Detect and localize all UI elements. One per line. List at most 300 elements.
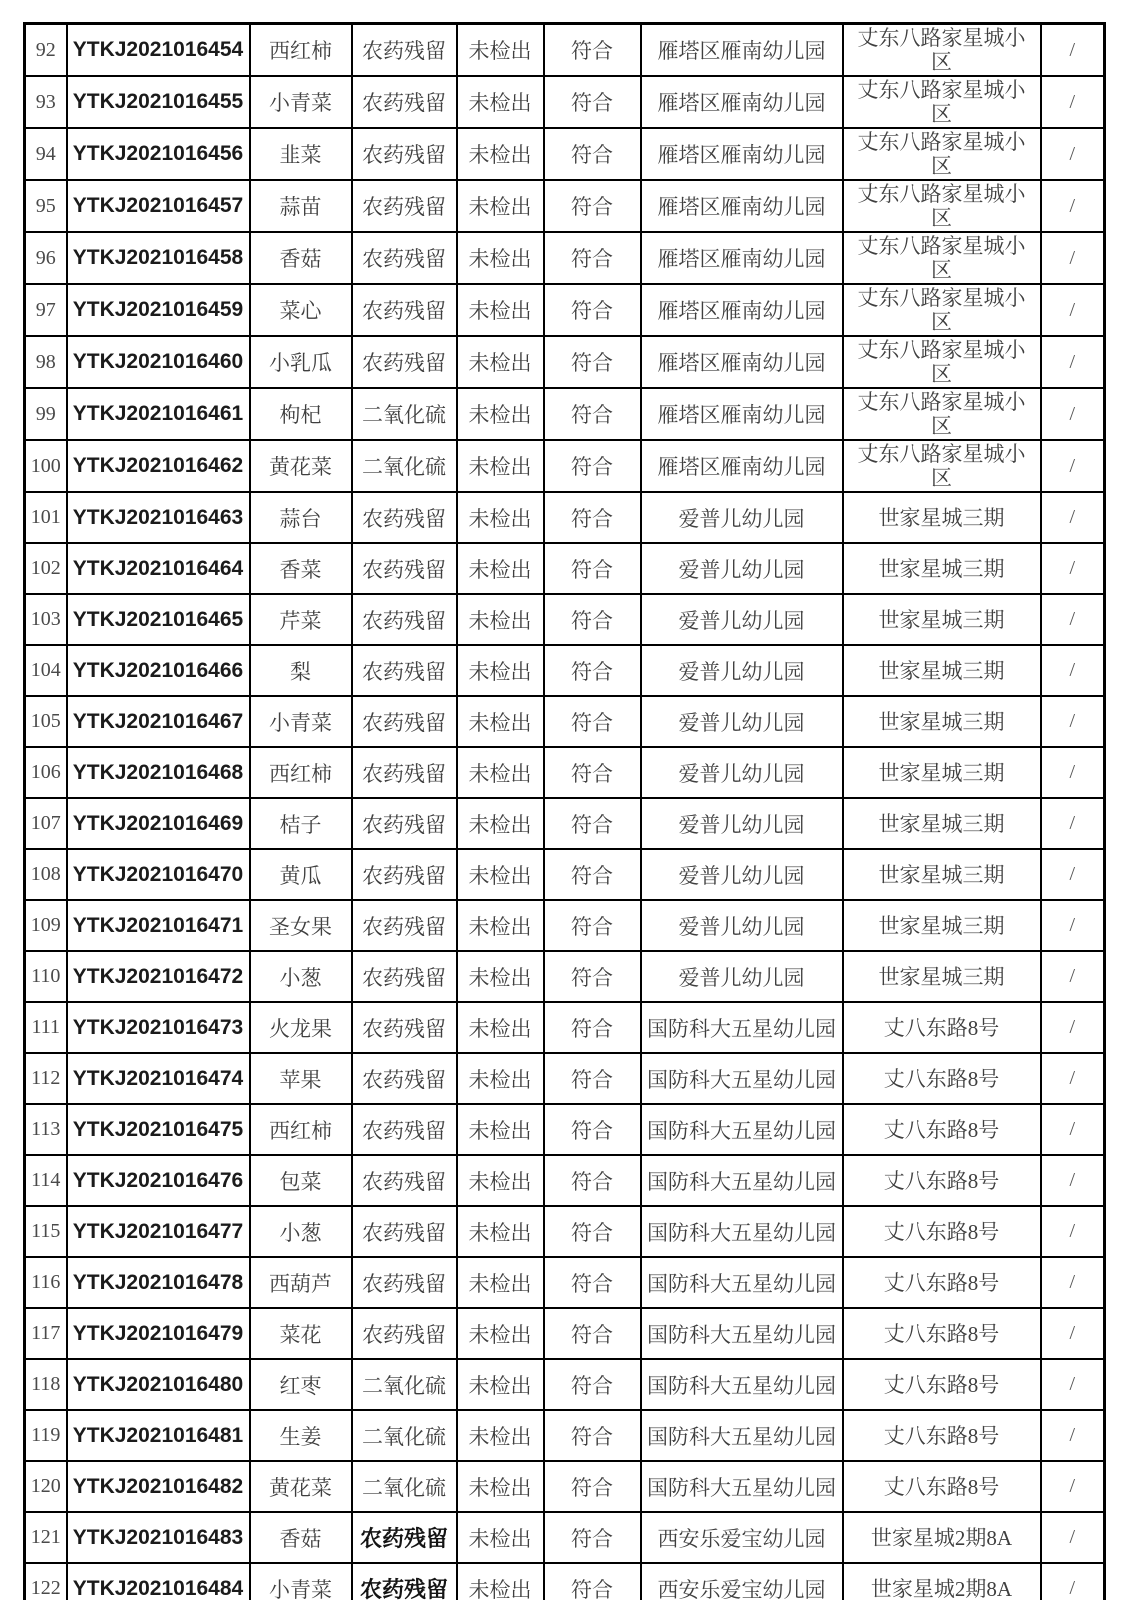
row-number: 122 [25, 1563, 67, 1600]
remark: / [1041, 128, 1105, 180]
remark: / [1041, 180, 1105, 232]
remark: / [1041, 1512, 1105, 1563]
facility-address: 世家星城三期 [843, 798, 1041, 849]
table-row [25, 1206, 1105, 1257]
facility-name: 雁塔区雁南幼儿园 [641, 284, 843, 336]
row-number: 120 [25, 1461, 67, 1512]
sample-id: YTKJ2021016456 [67, 128, 250, 180]
test-item: 农药残留 [352, 696, 457, 747]
test-item: 二氧化硫 [352, 440, 457, 492]
sample-item: 西红柿 [250, 747, 352, 798]
conclusion: 符合 [544, 128, 641, 180]
sample-id: YTKJ2021016471 [67, 900, 250, 951]
sample-id: YTKJ2021016468 [67, 747, 250, 798]
facility-address: 丈东八路家星城小区 [843, 24, 1041, 77]
facility-address: 世家星城三期 [843, 645, 1041, 696]
conclusion: 符合 [544, 1461, 641, 1512]
facility-address: 丈东八路家星城小区 [843, 76, 1041, 128]
sample-item: 香菜 [250, 543, 352, 594]
sample-item: 芹菜 [250, 594, 352, 645]
facility-name: 雁塔区雁南幼儿园 [641, 388, 843, 440]
sample-id: YTKJ2021016470 [67, 849, 250, 900]
facility-name: 国防科大五星幼儿园 [641, 1206, 843, 1257]
facility-address: 丈八东路8号 [843, 1053, 1041, 1104]
inspection-results-table [23, 22, 1106, 1600]
facility-name: 国防科大五星幼儿园 [641, 1308, 843, 1359]
test-result: 未检出 [457, 1308, 544, 1359]
test-item: 农药残留 [352, 594, 457, 645]
remark: / [1041, 232, 1105, 284]
test-result: 未检出 [457, 1512, 544, 1563]
conclusion: 符合 [544, 232, 641, 284]
conclusion: 符合 [544, 180, 641, 232]
conclusion: 符合 [544, 24, 641, 77]
facility-name: 国防科大五星幼儿园 [641, 1104, 843, 1155]
facility-name: 爱普儿幼儿园 [641, 645, 843, 696]
facility-name: 爱普儿幼儿园 [641, 849, 843, 900]
row-number: 113 [25, 1104, 67, 1155]
test-result: 未检出 [457, 849, 544, 900]
row-number: 118 [25, 1359, 67, 1410]
row-number: 106 [25, 747, 67, 798]
row-number: 103 [25, 594, 67, 645]
remark: / [1041, 388, 1105, 440]
test-result: 未检出 [457, 1257, 544, 1308]
facility-address: 丈八东路8号 [843, 1002, 1041, 1053]
table-row [25, 1410, 1105, 1461]
test-item: 二氧化硫 [352, 388, 457, 440]
facility-address: 丈东八路家星城小区 [843, 128, 1041, 180]
conclusion: 符合 [544, 747, 641, 798]
remark: / [1041, 440, 1105, 492]
test-result: 未检出 [457, 24, 544, 77]
test-item: 农药残留 [352, 232, 457, 284]
sample-id: YTKJ2021016466 [67, 645, 250, 696]
conclusion: 符合 [544, 798, 641, 849]
row-number: 111 [25, 1002, 67, 1053]
remark: / [1041, 1308, 1105, 1359]
test-result: 未检出 [457, 128, 544, 180]
sample-item: 西红柿 [250, 1104, 352, 1155]
test-item: 二氧化硫 [352, 1461, 457, 1512]
facility-address: 丈八东路8号 [843, 1206, 1041, 1257]
test-result: 未检出 [457, 336, 544, 388]
row-number: 112 [25, 1053, 67, 1104]
facility-name: 雁塔区雁南幼儿园 [641, 336, 843, 388]
facility-name: 爱普儿幼儿园 [641, 798, 843, 849]
remark: / [1041, 747, 1105, 798]
facility-name: 爱普儿幼儿园 [641, 543, 843, 594]
table-row [25, 747, 1105, 798]
sample-item: 蒜苗 [250, 180, 352, 232]
sample-item: 生姜 [250, 1410, 352, 1461]
table-row [25, 696, 1105, 747]
test-item: 农药残留 [352, 645, 457, 696]
test-item: 农药残留 [352, 1206, 457, 1257]
sample-id: YTKJ2021016457 [67, 180, 250, 232]
remark: / [1041, 284, 1105, 336]
table-row [25, 1104, 1105, 1155]
test-result: 未检出 [457, 284, 544, 336]
sample-id: YTKJ2021016462 [67, 440, 250, 492]
test-item: 农药残留 [352, 951, 457, 1002]
sample-id: YTKJ2021016461 [67, 388, 250, 440]
table-row [25, 798, 1105, 849]
sample-item: 黄花菜 [250, 440, 352, 492]
test-result: 未检出 [457, 1155, 544, 1206]
sample-item: 菜心 [250, 284, 352, 336]
remark: / [1041, 1410, 1105, 1461]
sample-item: 菜花 [250, 1308, 352, 1359]
sample-id: YTKJ2021016459 [67, 284, 250, 336]
facility-name: 爱普儿幼儿园 [641, 594, 843, 645]
sample-id: YTKJ2021016458 [67, 232, 250, 284]
conclusion: 符合 [544, 1563, 641, 1600]
test-result: 未检出 [457, 1053, 544, 1104]
row-number: 96 [25, 232, 67, 284]
row-number: 121 [25, 1512, 67, 1563]
table-row [25, 388, 1105, 440]
test-item: 农药残留 [352, 1155, 457, 1206]
facility-address: 丈八东路8号 [843, 1461, 1041, 1512]
facility-address: 世家星城三期 [843, 747, 1041, 798]
sample-id: YTKJ2021016464 [67, 543, 250, 594]
facility-address: 丈东八路家星城小区 [843, 336, 1041, 388]
conclusion: 符合 [544, 1359, 641, 1410]
facility-address: 丈八东路8号 [843, 1410, 1041, 1461]
facility-address: 世家星城2期8A [843, 1563, 1041, 1600]
test-item: 农药残留 [352, 1257, 457, 1308]
table-row [25, 849, 1105, 900]
sample-id: YTKJ2021016463 [67, 492, 250, 543]
test-result: 未检出 [457, 440, 544, 492]
sample-id: YTKJ2021016460 [67, 336, 250, 388]
facility-name: 国防科大五星幼儿园 [641, 1359, 843, 1410]
row-number: 101 [25, 492, 67, 543]
row-number: 104 [25, 645, 67, 696]
facility-name: 雁塔区雁南幼儿园 [641, 128, 843, 180]
test-item: 农药残留 [352, 1053, 457, 1104]
table-row [25, 1002, 1105, 1053]
test-result: 未检出 [457, 388, 544, 440]
remark: / [1041, 594, 1105, 645]
table-row [25, 440, 1105, 492]
sample-item: 小青菜 [250, 1563, 352, 1600]
conclusion: 符合 [544, 951, 641, 1002]
conclusion: 符合 [544, 696, 641, 747]
sample-item: 西葫芦 [250, 1257, 352, 1308]
sample-item: 小青菜 [250, 696, 352, 747]
facility-name: 爱普儿幼儿园 [641, 747, 843, 798]
table-row [25, 1155, 1105, 1206]
row-number: 92 [25, 24, 67, 77]
row-number: 97 [25, 284, 67, 336]
facility-name: 爱普儿幼儿园 [641, 492, 843, 543]
facility-address: 世家星城三期 [843, 543, 1041, 594]
facility-name: 西安乐爱宝幼儿园 [641, 1563, 843, 1600]
facility-name: 雁塔区雁南幼儿园 [641, 232, 843, 284]
conclusion: 符合 [544, 645, 641, 696]
test-item: 农药残留 [352, 76, 457, 128]
remark: / [1041, 1257, 1105, 1308]
facility-name: 雁塔区雁南幼儿园 [641, 440, 843, 492]
sample-id: YTKJ2021016475 [67, 1104, 250, 1155]
test-item: 农药残留 [352, 543, 457, 594]
sample-item: 火龙果 [250, 1002, 352, 1053]
conclusion: 符合 [544, 1053, 641, 1104]
test-item: 农药残留 [352, 1563, 457, 1600]
table-row [25, 543, 1105, 594]
test-item: 农药残留 [352, 747, 457, 798]
table-row [25, 1563, 1105, 1600]
remark: / [1041, 1359, 1105, 1410]
sample-item: 圣女果 [250, 900, 352, 951]
sample-item: 黄花菜 [250, 1461, 352, 1512]
conclusion: 符合 [544, 440, 641, 492]
facility-name: 雁塔区雁南幼儿园 [641, 76, 843, 128]
sample-id: YTKJ2021016465 [67, 594, 250, 645]
test-result: 未检出 [457, 645, 544, 696]
conclusion: 符合 [544, 594, 641, 645]
remark: / [1041, 1104, 1105, 1155]
facility-address: 世家星城三期 [843, 900, 1041, 951]
sample-id: YTKJ2021016481 [67, 1410, 250, 1461]
remark: / [1041, 492, 1105, 543]
table-row [25, 128, 1105, 180]
test-item: 农药残留 [352, 849, 457, 900]
sample-id: YTKJ2021016484 [67, 1563, 250, 1600]
conclusion: 符合 [544, 1002, 641, 1053]
facility-address: 丈东八路家星城小区 [843, 232, 1041, 284]
conclusion: 符合 [544, 284, 641, 336]
sample-item: 红枣 [250, 1359, 352, 1410]
sample-item: 小青菜 [250, 76, 352, 128]
table-row [25, 284, 1105, 336]
facility-address: 丈八东路8号 [843, 1104, 1041, 1155]
test-item: 农药残留 [352, 1512, 457, 1563]
row-number: 119 [25, 1410, 67, 1461]
facility-address: 丈八东路8号 [843, 1155, 1041, 1206]
row-number: 99 [25, 388, 67, 440]
remark: / [1041, 798, 1105, 849]
table-row [25, 1053, 1105, 1104]
conclusion: 符合 [544, 1512, 641, 1563]
remark: / [1041, 645, 1105, 696]
sample-id: YTKJ2021016474 [67, 1053, 250, 1104]
remark: / [1041, 336, 1105, 388]
test-item: 农药残留 [352, 336, 457, 388]
conclusion: 符合 [544, 492, 641, 543]
remark: / [1041, 849, 1105, 900]
test-result: 未检出 [457, 76, 544, 128]
sample-item: 西红柿 [250, 24, 352, 77]
conclusion: 符合 [544, 1206, 641, 1257]
sample-id: YTKJ2021016455 [67, 76, 250, 128]
row-number: 95 [25, 180, 67, 232]
sample-item: 黄瓜 [250, 849, 352, 900]
facility-address: 世家星城三期 [843, 492, 1041, 543]
table-row [25, 900, 1105, 951]
facility-name: 国防科大五星幼儿园 [641, 1053, 843, 1104]
sample-item: 小乳瓜 [250, 336, 352, 388]
conclusion: 符合 [544, 1410, 641, 1461]
remark: / [1041, 1461, 1105, 1512]
table-row [25, 180, 1105, 232]
table-row [25, 1461, 1105, 1512]
facility-address: 丈八东路8号 [843, 1257, 1041, 1308]
facility-name: 爱普儿幼儿园 [641, 951, 843, 1002]
remark: / [1041, 543, 1105, 594]
sample-item: 枸杞 [250, 388, 352, 440]
facility-name: 国防科大五星幼儿园 [641, 1155, 843, 1206]
table-row [25, 951, 1105, 1002]
facility-name: 雁塔区雁南幼儿园 [641, 24, 843, 77]
test-result: 未检出 [457, 900, 544, 951]
table-row [25, 1257, 1105, 1308]
row-number: 117 [25, 1308, 67, 1359]
row-number: 102 [25, 543, 67, 594]
row-number: 94 [25, 128, 67, 180]
facility-name: 国防科大五星幼儿园 [641, 1410, 843, 1461]
conclusion: 符合 [544, 1308, 641, 1359]
sample-id: YTKJ2021016473 [67, 1002, 250, 1053]
row-number: 93 [25, 76, 67, 128]
test-result: 未检出 [457, 1563, 544, 1600]
sample-id: YTKJ2021016482 [67, 1461, 250, 1512]
test-item: 农药残留 [352, 24, 457, 77]
facility-address: 丈八东路8号 [843, 1308, 1041, 1359]
conclusion: 符合 [544, 336, 641, 388]
test-result: 未检出 [457, 1410, 544, 1461]
sample-id: YTKJ2021016478 [67, 1257, 250, 1308]
table-row [25, 1512, 1105, 1563]
sample-id: YTKJ2021016469 [67, 798, 250, 849]
remark: / [1041, 1155, 1105, 1206]
table-row [25, 1308, 1105, 1359]
conclusion: 符合 [544, 1257, 641, 1308]
test-result: 未检出 [457, 696, 544, 747]
test-item: 农药残留 [352, 492, 457, 543]
sample-item: 香菇 [250, 1512, 352, 1563]
test-result: 未检出 [457, 492, 544, 543]
table-row [25, 232, 1105, 284]
table-row [25, 645, 1105, 696]
test-result: 未检出 [457, 1461, 544, 1512]
test-result: 未检出 [457, 1002, 544, 1053]
test-item: 二氧化硫 [352, 1359, 457, 1410]
row-number: 105 [25, 696, 67, 747]
table-row [25, 594, 1105, 645]
facility-address: 丈东八路家星城小区 [843, 284, 1041, 336]
conclusion: 符合 [544, 1104, 641, 1155]
sample-id: YTKJ2021016472 [67, 951, 250, 1002]
sample-item: 蒜台 [250, 492, 352, 543]
test-result: 未检出 [457, 1206, 544, 1257]
remark: / [1041, 1053, 1105, 1104]
test-item: 二氧化硫 [352, 1410, 457, 1461]
row-number: 115 [25, 1206, 67, 1257]
remark: / [1041, 24, 1105, 77]
row-number: 108 [25, 849, 67, 900]
test-item: 农药残留 [352, 128, 457, 180]
remark: / [1041, 76, 1105, 128]
test-result: 未检出 [457, 1359, 544, 1410]
conclusion: 符合 [544, 1155, 641, 1206]
test-item: 农药残留 [352, 798, 457, 849]
facility-name: 爱普儿幼儿园 [641, 900, 843, 951]
row-number: 109 [25, 900, 67, 951]
sample-id: YTKJ2021016476 [67, 1155, 250, 1206]
test-item: 农药残留 [352, 284, 457, 336]
facility-address: 丈东八路家星城小区 [843, 440, 1041, 492]
conclusion: 符合 [544, 388, 641, 440]
remark: / [1041, 1206, 1105, 1257]
conclusion: 符合 [544, 543, 641, 594]
results-table-body [25, 24, 1105, 1600]
test-result: 未检出 [457, 1104, 544, 1155]
test-result: 未检出 [457, 951, 544, 1002]
sample-item: 香菇 [250, 232, 352, 284]
remark: / [1041, 1002, 1105, 1053]
test-result: 未检出 [457, 232, 544, 284]
test-result: 未检出 [457, 543, 544, 594]
facility-address: 世家星城2期8A [843, 1512, 1041, 1563]
test-item: 农药残留 [352, 900, 457, 951]
facility-name: 国防科大五星幼儿园 [641, 1461, 843, 1512]
row-number: 100 [25, 440, 67, 492]
remark: / [1041, 696, 1105, 747]
facility-address: 丈东八路家星城小区 [843, 180, 1041, 232]
sample-item: 苹果 [250, 1053, 352, 1104]
sample-id: YTKJ2021016480 [67, 1359, 250, 1410]
sample-item: 小葱 [250, 951, 352, 1002]
sample-item: 包菜 [250, 1155, 352, 1206]
sample-item: 桔子 [250, 798, 352, 849]
test-item: 农药残留 [352, 1308, 457, 1359]
row-number: 114 [25, 1155, 67, 1206]
facility-name: 爱普儿幼儿园 [641, 696, 843, 747]
facility-address: 世家星城三期 [843, 951, 1041, 1002]
table-row [25, 492, 1105, 543]
table-row [25, 1359, 1105, 1410]
table-row [25, 24, 1105, 77]
sample-id: YTKJ2021016477 [67, 1206, 250, 1257]
row-number: 116 [25, 1257, 67, 1308]
test-result: 未检出 [457, 798, 544, 849]
facility-name: 西安乐爱宝幼儿园 [641, 1512, 843, 1563]
sample-id: YTKJ2021016454 [67, 24, 250, 77]
sample-id: YTKJ2021016479 [67, 1308, 250, 1359]
facility-name: 国防科大五星幼儿园 [641, 1002, 843, 1053]
remark: / [1041, 900, 1105, 951]
facility-address: 丈八东路8号 [843, 1359, 1041, 1410]
conclusion: 符合 [544, 76, 641, 128]
sample-item: 梨 [250, 645, 352, 696]
test-item: 农药残留 [352, 180, 457, 232]
test-result: 未检出 [457, 594, 544, 645]
sample-item: 韭菜 [250, 128, 352, 180]
facility-name: 国防科大五星幼儿园 [641, 1257, 843, 1308]
conclusion: 符合 [544, 900, 641, 951]
row-number: 107 [25, 798, 67, 849]
facility-address: 世家星城三期 [843, 594, 1041, 645]
sample-id: YTKJ2021016467 [67, 696, 250, 747]
row-number: 110 [25, 951, 67, 1002]
sample-id: YTKJ2021016483 [67, 1512, 250, 1563]
facility-address: 世家星城三期 [843, 696, 1041, 747]
table-row [25, 76, 1105, 128]
row-number: 98 [25, 336, 67, 388]
